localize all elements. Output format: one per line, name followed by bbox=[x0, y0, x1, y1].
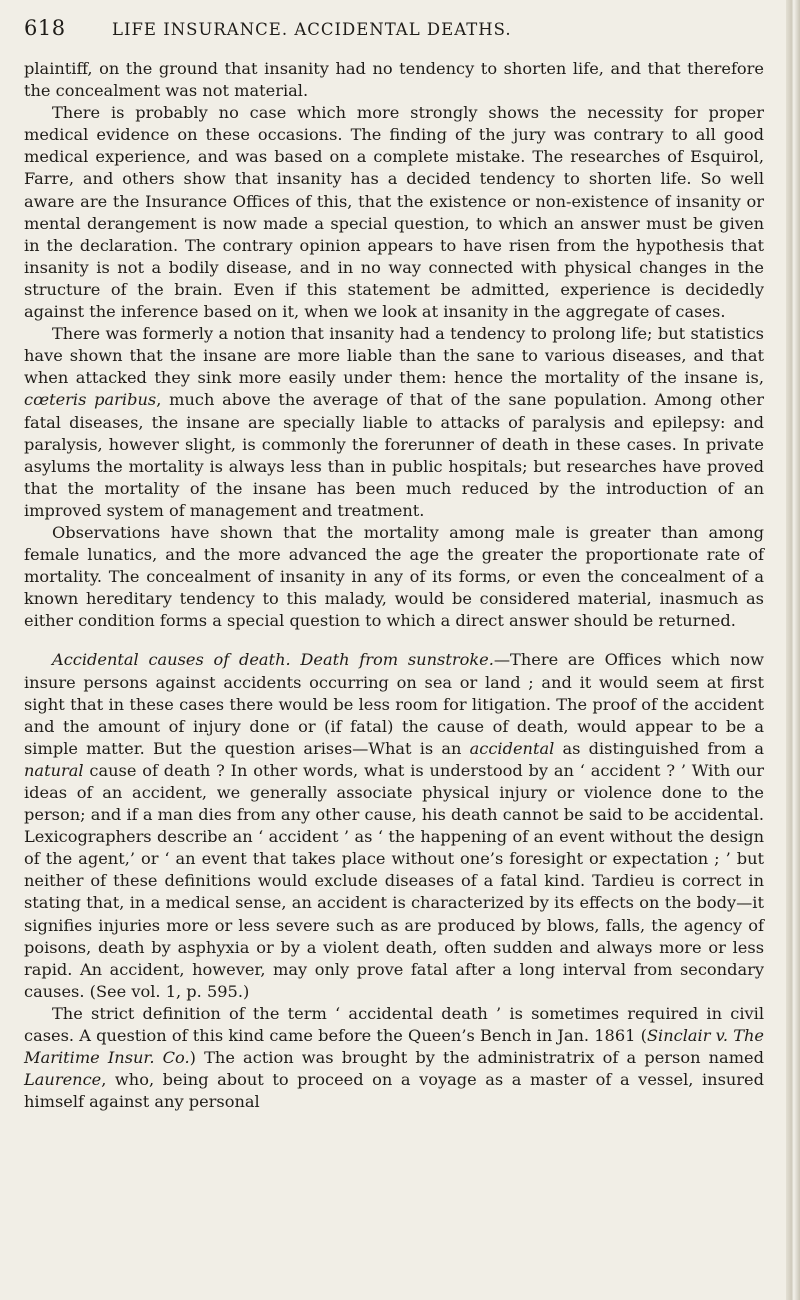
paragraph-strict-definition: The strict definition of the term ‘ accidental death ’ is sometimes required in civil cases. A question of this kind came before the Queen’s Bench in Jan. 1861 (Sinclair v. The Maritime Insur. Co.) The action was brought by the administratrix of a person named Laurence, who, being about to proceed on a voyage as a master of a vessel, insured himself against any personal bbox=[24, 1003, 765, 1112]
paragraph-mortality-insane: There was formerly a notion that insanity had a tendency to prolong life; but statistics have shown that the insane are more liable than the sane to various diseases, and that when attacked they sink more easily under them: hence the mortality of the insane is, cœteris paribus, much above the average of that of the sane population. Among other fatal diseases, the insane are specially liable to attacks of paralysis and epilepsy: and paralysis, however slight, is commonly the forerunner of death in these cases. In private asylums the mortality is always less than in public hospitals; but researches have proved that the mortality of the insane has been much reduced by the introduction of an improved system of management and treatment. bbox=[24, 324, 764, 520]
page-number: 618 bbox=[24, 16, 66, 40]
page-header bbox=[24, 14, 764, 44]
page-edge bbox=[786, 0, 800, 1300]
person-name: Laurence bbox=[24, 1070, 102, 1090]
running-head: LIFE INSURANCE. ACCIDENTAL DEATHS. bbox=[112, 20, 512, 39]
page-body bbox=[24, 58, 764, 1113]
section-heading: Accidental causes of death. bbox=[52, 650, 291, 670]
latin-phrase: cœteris paribus bbox=[24, 390, 157, 410]
paragraph-observations: Observations have shown that the mortality among male is greater than among female lunatics, and the more advanced the age the greater the proportionate rate of mortality. The concealment of insanity in any of its forms, or even the concealment of a known hereditary tendency to this malady, would be considered material, inasmuch as either condition forms a special question to which a direct answer should be returned. bbox=[24, 522, 764, 631]
paragraph-medical-evidence: There is probably no case which more strongly shows the necessity for proper medical evidence on these occasions. The finding of the jury was contrary to all good medical experience, and was based on a complete mistake. The researches of Esquirol, Farre, and others show that insanity has a decided tendency to shorten life. So well aware are the Insurance Offices of this, that the existence or non-existence of insanity or mental derangement is now made a special question, to which an answer must be given in the declaration. The contrary opinion appears to have risen from the hypothesis that insanity is not a bodily disease, and in no way connected with physical changes in the structure of the brain. Even if this statement be admitted, experience is decidedly against the inference based on it, when we look at insanity in the aggregate of cases. bbox=[24, 103, 764, 322]
paragraph-accidental-causes: Accidental causes of death. Death from sunstroke.—There are Offices which now insure persons against accidents occurring on sea or land ; and it would seem at first sight that in these cases there would be less room for litigation. The proof of the accident and the amount of injury done or (if fatal) the cause of death, would appear to be a simple matter. But the question arises—What is an accidental as distinguished from a natural cause of death ? In other words, what is understood by an ‘ accident ? ’ With our ideas of an accident, we generally associate physical injury or violence done to the person; and if a man dies from any other cause, his death cannot be said to be accidental. Lexicographers describe an ‘ accident ’ as ‘ the happening of an event without the design of the agent,’ or ‘ an event that takes place without one’s foresight or expectation ; ’ but neither of these definitions would exclude diseases of a fatal kind. Tardieu is correct in stating that, in a medical sense, an accident is characterized by its effects on the body—it signifies injuries more or less severe such as are produced by blows, falls, the agency of poisons, death by asphyxia or by a violent death, often sudden and always more or less rapid. An accident, however, may only prove fatal after a long interval from secondary causes. (See vol. 1, p. 595.) bbox=[24, 650, 765, 1001]
case-citation: Sinclair v. The Maritime Insur. Co. bbox=[24, 1026, 765, 1068]
paragraph-continuation: plaintiff, on the ground that insanity had no tendency to shorten life, and that therefore the concealment was not material. bbox=[24, 59, 764, 101]
subsection-heading: Death from sunstroke. bbox=[300, 650, 494, 670]
